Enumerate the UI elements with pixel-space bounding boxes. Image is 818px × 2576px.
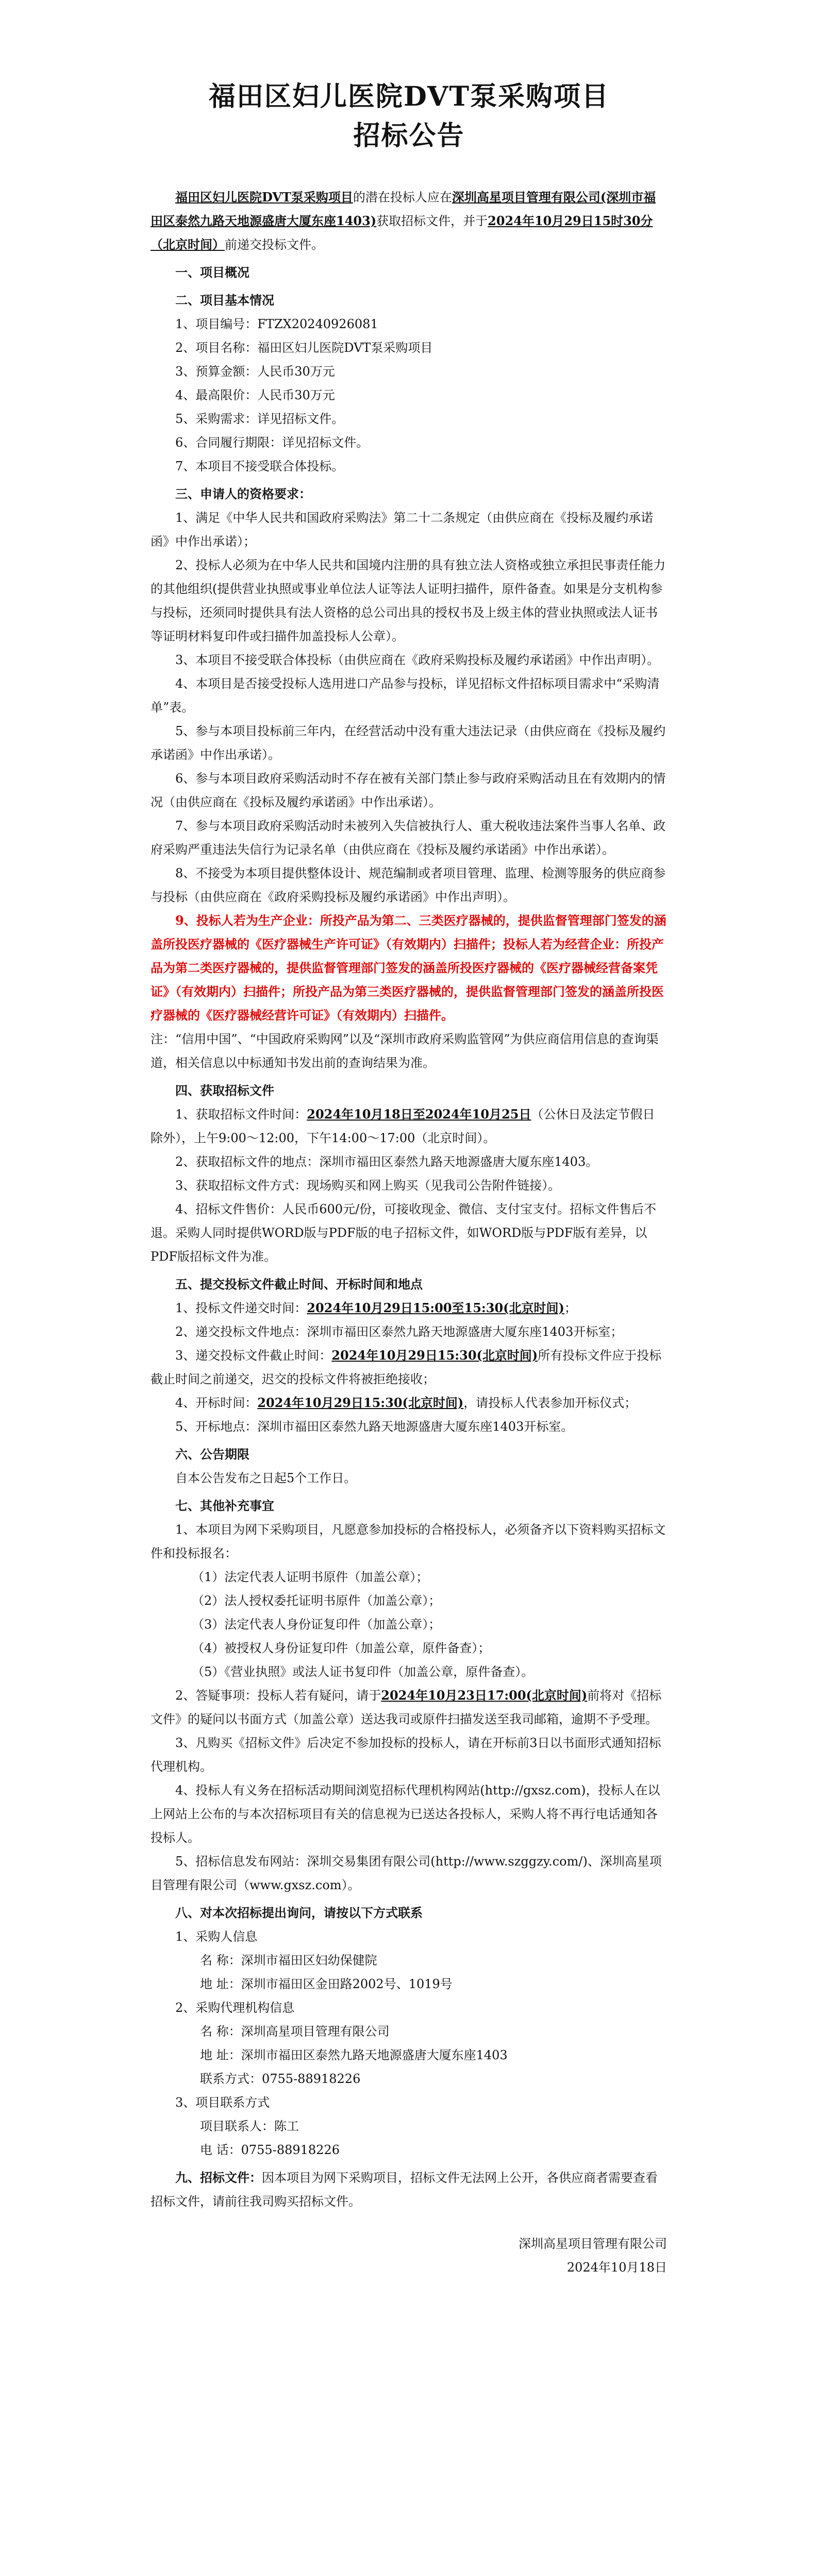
section-heading: 四、获取招标文件: [175, 1083, 274, 1098]
list-item: 8、不接受为本项目提供整体设计、规范编制或者项目管理、监理、检测等服务的供应商参与投标（由供应商在《政府采购投标及履约承诺函》中作出声明）。: [151, 866, 666, 904]
contact-subheading: 2、采购代理机构信息: [175, 2001, 295, 2015]
agent-address: 地 址：深圳市福田区泰然九路天地源盛唐大厦东座1403: [200, 2048, 508, 2062]
list-item: 3、获取招标文件方式：现场购买和网上购买（见我司公告附件链接）。: [175, 1178, 561, 1193]
section-heading: 二、项目基本情况: [175, 293, 274, 308]
list-item: 2、获取招标文件的地点：深圳市福田区泰然九路天地源盛唐大厦东座1403。: [175, 1155, 598, 1169]
doc-item: （5）《营业执照》或法人证书复印件（加盖公章，原件备查）。: [192, 1665, 534, 1679]
agent-name: 名 称：深圳高星项目管理有限公司: [200, 2024, 390, 2039]
highlighted-requirement: 9、投标人若为生产企业：所投产品为第二、三类医疗器械的，提供监督管理部门签发的涵盖所投医疗器械的《医疗器械生产许可证》（有效期内）扫描件；投标人若为经营企业：所投产品为第二类医疗器械的，提供监督管理部门签发的涵盖所投医疗器械的《医疗器械经营备案凭证》（有效期内）扫描件；所投产品为第三类医疗器械的，提供监督管理部门签发的涵盖所投医疗器械的《医疗器械经营许可证》（有效期内）扫描件。: [151, 913, 666, 1023]
footer-company: 深圳高星项目管理有限公司: [519, 2236, 667, 2251]
agent-phone: 联系方式：0755-88918226: [200, 2072, 361, 2086]
page-subtitle: 招标公告: [353, 120, 465, 151]
section-heading: 八、对本次招标提出询问，请按以下方式联系: [175, 1905, 423, 1920]
list-item: 1、满足《中华人民共和国政府采购法》第二十二条规定（由供应商在《投标及履约承诺函》中作出承诺）；: [151, 511, 654, 549]
section-heading: 一、项目概况: [175, 265, 249, 280]
list-item: 6、参与本项目政府采购活动时不存在被有关部门禁止参与政府采购活动且在有效期内的情况（由供应商在《投标及履约承诺函》中作出承诺）。: [151, 771, 666, 809]
section-heading: 五、提交投标文件截止时间、开标时间和地点: [175, 1277, 423, 1292]
paragraph: 自本公告发布之日起5个工作日。: [175, 1471, 357, 1485]
list-item: 7、本项目不接受联合体投标。: [175, 459, 344, 473]
list-item: 3、本项目不接受联合体投标（由供应商在《政府采购投标及履约承诺函》中作出声明）。: [175, 653, 660, 667]
list-item: 1、获取招标文件时间：2024年10月18日至2024年10月25日（公休日及法定节假日除外），上午9:00～12:00，下午14:00～17:00（北京时间）。: [151, 1107, 655, 1145]
list-item: 4、最高限价：人民币30万元: [175, 388, 335, 402]
list-item: 5、参与本项目投标前三年内，在经营活动中没有重大违法记录（由供应商在《投标及履约承诺函》中作出承诺）。: [151, 724, 666, 762]
list-item: 4、招标文件售价：人民币600元/份，可接收现金、微信、支付宝支付。招标文件售后不退。采购人同时提供WORD版与PDF版的电子招标文件，如WORD版与PDF版有差异，以PDF版招标文件为准。: [151, 1202, 657, 1264]
list-item: 3、递交投标文件截止时间：2024年10月29日15:30(北京时间)所有投标文件应于投标截止时间之前递交，迟交的投标文件将被拒绝接收；: [151, 1348, 662, 1386]
list-item: 4、本项目是否接受投标人选用进口产品参与投标，详见招标文件招标项目需求中“采购清单”表。: [151, 676, 660, 715]
list-item: 5、招标信息发布网站：深圳交易集团有限公司(http://www.szggzy.com/)、深圳高星项目管理有限公司（www.gxsz.com）。: [151, 1854, 662, 1892]
list-item: 4、投标人有义务在招标活动期间浏览招标代理机构网站(http://gxsz.com)，投标人在以上网站上公布的与本次招标项目有关的信息视为已送达各投标人，采购人将不再行电话通知各投标人。: [151, 1783, 660, 1845]
announcement-body: [151, 185, 667, 2279]
contact-subheading: 3、项目联系方式: [175, 2095, 270, 2110]
section-heading: 三、申请人的资格要求：: [175, 486, 311, 501]
doc-item: （2）法人授权委托证明书原件（加盖公章）；: [192, 1594, 441, 1608]
contact-subheading: 1、采购人信息: [175, 1929, 258, 1944]
section-nine: 九、招标文件：因本项目为网下采购项目，招标文件无法网上公开，各供应商者需要查看招标文件，请前往我司购买招标文件。: [151, 2170, 658, 2209]
project-contact: 项目联系人：陈工: [200, 2119, 299, 2133]
list-item: 1、本项目为网下采购项目，凡愿意参加投标的合格投标人，必须备齐以下资料购买招标文件和投标报名：: [151, 1522, 666, 1561]
list-item: 5、开标地点：深圳市福田区泰然九路天地源盛唐大厦东座1403开标室。: [175, 1419, 574, 1434]
buyer-address: 地 址：深圳市福田区金田路2002号、1019号: [200, 1977, 453, 1991]
list-item: 2、投标人必须为在中华人民共和国境内注册的具有独立法人资格或独立承担民事责任能力的其他组织(提供营业执照或事业单位法人证等法人证明扫描件，原件备查。如果是分支机构参与投标，还须同时提供具有法人资格的总公司出具的授权书及上级主体的营业执照或法人证书等证明材料复印件或扫描件加盖投标人公章）。: [151, 558, 666, 643]
list-item: 2、递交投标文件地点：深圳市福田区泰然九路天地源盛唐大厦东座1403开标室；: [175, 1325, 623, 1339]
list-item: 1、项目编号：FTZX20240926081: [175, 317, 378, 331]
list-item: 7、参与本项目政府采购活动时未被列入失信被执行人、重大税收违法案件当事人名单、政府采购严重违法失信行为记录名单（由供应商在《投标及履约承诺函》中作出承诺）。: [151, 819, 666, 857]
list-item: 6、合同履行期限：详见招标文件。: [175, 435, 369, 450]
doc-item: （1）法定代表人证明书原件（加盖公章）；: [192, 1570, 429, 1584]
project-phone: 电 话：0755-88918226: [200, 2143, 340, 2157]
section-heading: 六、公告期限: [175, 1447, 249, 1462]
doc-item: （3）法定代表人身份证复印件（加盖公章）；: [192, 1617, 441, 1632]
page-title: 福田区妇儿医院DVT泵采购项目: [208, 81, 610, 112]
footer-date: 2024年10月18日: [566, 2260, 667, 2275]
list-item: 3、预算金额：人民币30万元: [175, 364, 335, 379]
list-item: 1、投标文件递交时间：2024年10月29日15:00至15:30(北京时间)；: [175, 1300, 577, 1315]
note: 注：“信用中国”、“中国政府采购网”以及“深圳市政府采购监管网”为供应商信用信息的查询渠道，相关信息以中标通知书发出前的查询结果为准。: [151, 1032, 659, 1070]
list-item: 3、凡购买《招标文件》后决定不参加投标的投标人，请在开标前3日以书面形式通知招标代理机构。: [151, 1736, 661, 1774]
list-item: 4、开标时间：2024年10月29日15:30(北京时间)，请投标人代表参加开标仪式；: [175, 1395, 637, 1410]
list-item: 5、采购需求：详见招标文件。: [175, 412, 344, 426]
list-item: 2、项目名称：福田区妇儿医院DVT泵采购项目: [175, 341, 433, 355]
intro-paragraph: 福田区妇儿医院DVT泵采购项目的潜在投标人应在深圳高星项目管理有限公司(深圳市福田区泰然九路天地源盛唐大厦东座1403)获取招标文件，并于2024年10月29日15时30分（北京时间）前递交投标文件。: [151, 190, 656, 252]
section-heading: 七、其他补充事宜: [175, 1498, 274, 1513]
list-item: 2、答疑事项：投标人若有疑问，请于2024年10月23日17:00(北京时间)前将对《招标文件》的疑问以书面方式（加盖公章）送达我司或原件扫描发送至我司邮箱，逾期不予受理。: [151, 1688, 662, 1726]
buyer-name: 名 称：深圳市福田区妇幼保健院: [200, 1953, 377, 1968]
doc-item: （4）被授权人身份证复印件（加盖公章，原件备查）；: [192, 1641, 491, 1655]
